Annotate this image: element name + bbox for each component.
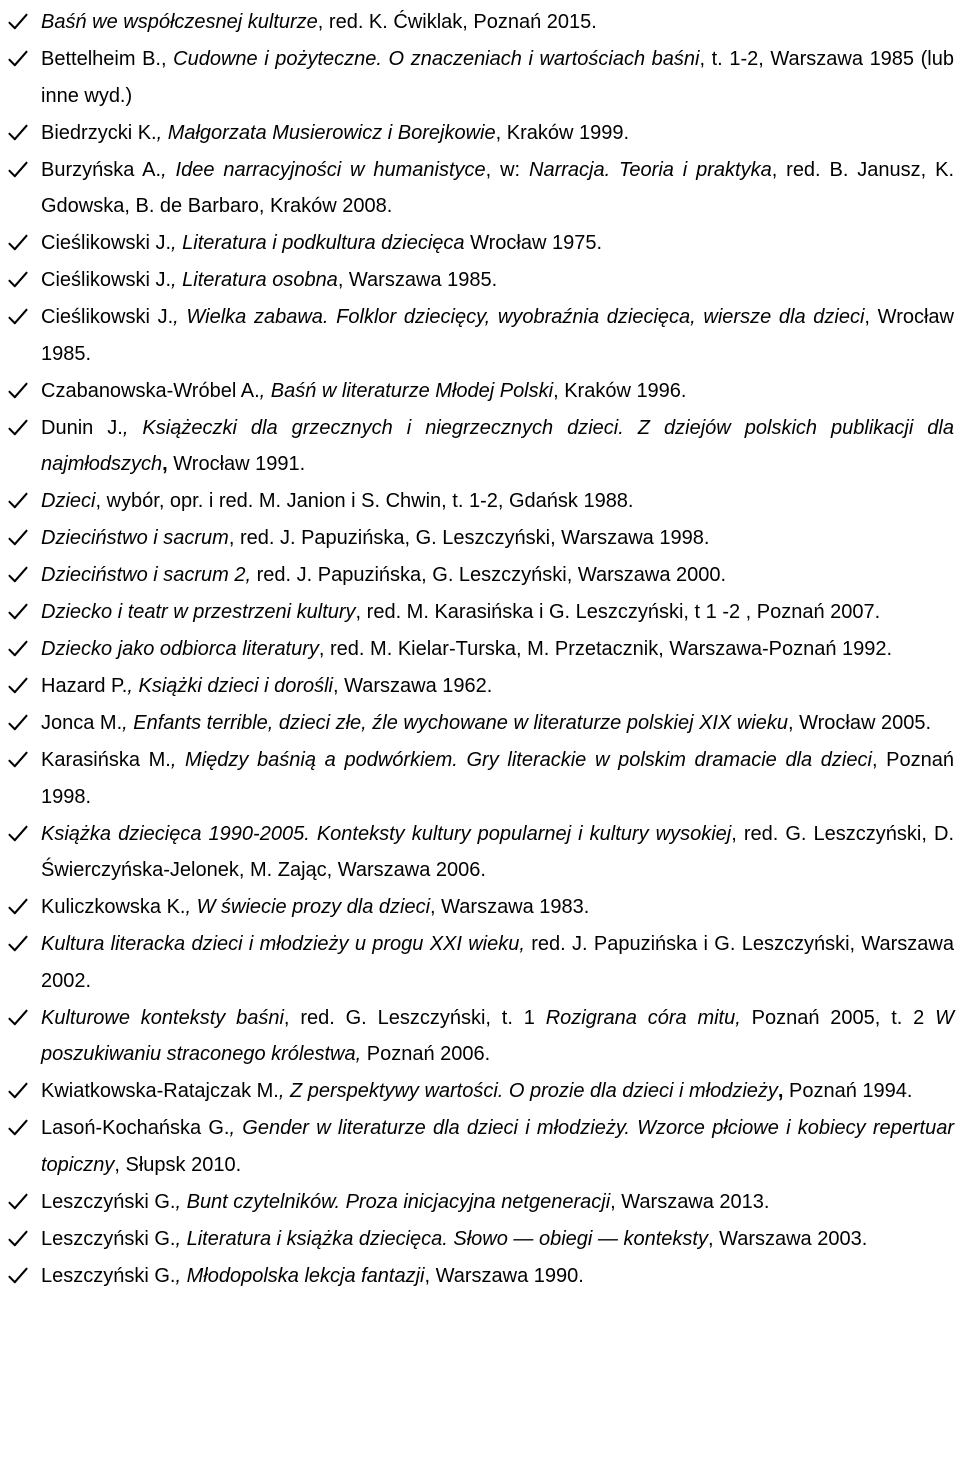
entry-text xyxy=(41,712,931,734)
entry-text xyxy=(41,11,597,33)
entry-text xyxy=(41,1007,954,1066)
bibliography-entry xyxy=(6,4,954,41)
entry-text-segment: , Słupsk 2010. xyxy=(114,1153,242,1176)
entry-text-segment: , Warszawa 2013. xyxy=(610,1190,770,1213)
bibliography-entry xyxy=(6,225,954,262)
entry-title-segment: Dziecko i teatr w przestrzeni kultury xyxy=(41,601,356,623)
entry-text-segment: Wrocław 1991. xyxy=(167,453,306,475)
entry-text xyxy=(41,232,602,254)
bibliography-entry xyxy=(6,705,954,742)
entry-text xyxy=(41,749,954,808)
entry-text-segment: red. J. Papuzińska, G. Leszczyński, Warszawa 2000. xyxy=(251,564,727,586)
entry-title-segment: , Książki dzieci i dorośli xyxy=(127,675,333,697)
entry-text-segment: , Warszawa 1985. xyxy=(337,269,498,291)
entry-text-segment: , red. B. Janusz, K. Gdowska, B. de Barbaro, Kraków 2008. xyxy=(41,158,955,217)
checkmark-icon xyxy=(6,483,30,520)
entry-text-segment: , xyxy=(777,1080,784,1102)
entry-text-segment: Bettelheim B., xyxy=(41,48,174,70)
bibliography-entry xyxy=(6,594,954,631)
entry-text xyxy=(41,896,589,918)
entry-text-segment: Kuliczkowska K. xyxy=(41,896,186,918)
entry-text xyxy=(41,1080,912,1102)
entry-text xyxy=(41,48,954,107)
checkmark-icon xyxy=(6,520,30,557)
checkmark-icon xyxy=(6,410,30,447)
checkmark-icon xyxy=(6,373,30,410)
entry-text-segment: , red. G. Leszczyński, t. 1 xyxy=(283,1006,546,1029)
entry-title-segment: Narracja. Teoria i praktyka xyxy=(529,158,772,181)
entry-text-segment: , t. 1-2, Warszawa 1985 (lub inne wyd.) xyxy=(41,48,954,107)
checkmark-icon xyxy=(6,1258,30,1295)
entry-text xyxy=(41,601,880,623)
entry-title-segment: , Młodopolska lekcja fantazji xyxy=(175,1264,425,1287)
entry-text-segment: Wrocław 1975. xyxy=(464,232,603,254)
entry-text xyxy=(41,1117,954,1176)
checkmark-icon xyxy=(6,631,30,668)
entry-text-segment: Lasoń-Kochańska G. xyxy=(41,1117,230,1139)
bibliography-entry xyxy=(6,557,954,594)
entry-title-segment: , Literatura i książka dziecięca. Słowo — obiegi — konteksty xyxy=(175,1227,708,1250)
entry-text-segment: , w: xyxy=(485,158,529,181)
bibliography-entry xyxy=(6,926,954,999)
bibliography-entry xyxy=(6,1000,954,1073)
entry-text-segment: , Kraków 1999. xyxy=(495,121,630,144)
entry-text-segment: , red. K. Ćwiklak, Poznań 2015. xyxy=(317,11,597,33)
bibliography-entry xyxy=(6,115,954,152)
checkmark-icon xyxy=(6,1221,30,1258)
entry-text xyxy=(41,1228,867,1250)
entry-text-segment: , red. M. Karasińska i G. Leszczyński, t 1 -2 , Poznań 2007. xyxy=(355,601,881,623)
entry-text-segment: Cieślikowski J. xyxy=(41,232,172,254)
checkmark-icon xyxy=(6,742,30,779)
entry-text-segment: Biedrzycki K. xyxy=(41,121,157,144)
entry-title-segment: , Gender w literaturze dla dzieci i młodzieży. Wzorce płciowe i kobiecy repertuar topiczny xyxy=(41,1117,954,1176)
entry-text xyxy=(41,122,629,144)
entry-text xyxy=(41,638,892,660)
entry-text-segment: Leszczyński G. xyxy=(41,1264,176,1287)
entry-text xyxy=(41,417,954,476)
bibliography-entry xyxy=(6,299,954,372)
entry-title-segment: , Między baśnią a podwórkiem. Gry literackie w polskim dramacie dla dzieci xyxy=(170,749,872,771)
entry-text-segment: , Poznań 1998. xyxy=(41,749,954,808)
entry-text-segment: Karasińska M. xyxy=(41,749,171,771)
bibliography-entry xyxy=(6,41,954,114)
entry-title-segment: Książka dziecięca 1990-2005. Konteksty kultury popularnej i kultury wysokiej xyxy=(41,822,732,845)
entry-title-segment: Baśń we współczesnej kulturze xyxy=(41,11,318,33)
entry-title-segment: , Książeczki dla grzecznych i niegrzecznych dzieci. Z dziejów polskich publikacji dla najmłodszych xyxy=(41,416,954,475)
entry-text-segment: Burzyńska A. xyxy=(41,158,162,181)
entry-text xyxy=(41,1191,769,1213)
entry-text-segment: Cieślikowski J. xyxy=(41,306,174,328)
entry-text-segment: , xyxy=(162,453,168,475)
entry-text-segment: , red. G. Leszczyński, D. Świerczyńska-Jelonek, M. Zając, Warszawa 2006. xyxy=(41,822,954,881)
entry-title-segment: Kulturowe konteksty baśni xyxy=(41,1006,284,1029)
entry-text xyxy=(41,675,492,697)
entry-text-segment: Leszczyński G. xyxy=(41,1227,176,1250)
entry-title-segment: W poszukiwaniu straconego królestwa, xyxy=(41,1006,955,1065)
entry-text xyxy=(41,306,954,365)
bibliography-entry xyxy=(6,262,954,299)
bibliography-entry xyxy=(6,410,954,483)
entry-text xyxy=(41,159,954,218)
entry-text-segment: , wybór, opr. i red. M. Janion i S. Chwin, t. 1-2, Gdańsk 1988. xyxy=(95,490,634,512)
checkmark-icon xyxy=(6,225,30,262)
entry-text xyxy=(41,823,954,882)
entry-text-segment: , Warszawa 1983. xyxy=(430,896,590,918)
checkmark-icon xyxy=(6,668,30,705)
entry-text-segment: , red. J. Papuzińska, G. Leszczyński, Warszawa 1998. xyxy=(228,527,710,549)
checkmark-icon xyxy=(6,262,30,299)
entry-title-segment: , Wielka zabawa. Folklor dziecięcy, wyobraźnia dziecięca, wiersze dla dzieci xyxy=(173,306,865,328)
entry-text xyxy=(41,564,726,586)
entry-text-segment: red. J. Papuzińska i G. Leszczyński, Warszawa 2002. xyxy=(41,933,954,992)
checkmark-icon xyxy=(6,4,30,41)
entry-text-segment: , Wrocław 1985. xyxy=(41,306,954,365)
entry-title-segment: , Idee narracyjności w humanistyce xyxy=(161,158,486,181)
checkmark-icon xyxy=(6,816,30,853)
entry-title-segment: Cudowne i pożyteczne. O znaczeniach i wartościach baśni xyxy=(173,48,700,70)
bibliography-entry xyxy=(6,152,954,225)
entry-title-segment: , W świecie prozy dla dzieci xyxy=(185,896,431,918)
entry-text-segment: Poznań 2005, t. 2 xyxy=(740,1006,936,1029)
entry-text xyxy=(41,490,634,512)
bibliography-entry xyxy=(6,1073,954,1110)
bibliography-entry xyxy=(6,1258,954,1295)
entry-title-segment: Dziecko jako odbiorca literatury xyxy=(41,638,319,660)
entry-text xyxy=(41,380,687,402)
bibliography-entry xyxy=(6,631,954,668)
entry-title-segment: Dzieciństwo i sacrum xyxy=(41,527,229,549)
entry-title-segment: Kultura literacka dzieci i młodzieży u progu XXI wieku, xyxy=(41,933,525,955)
entry-title-segment: , Literatura osobna xyxy=(171,269,338,291)
entry-title-segment: , Bunt czytelników. Proza inicjacyjna netgeneracji xyxy=(175,1190,611,1213)
checkmark-icon xyxy=(6,1073,30,1110)
bibliography-entry xyxy=(6,1184,954,1221)
entry-title-segment: Rozigrana córa mitu, xyxy=(545,1006,741,1029)
entry-text xyxy=(41,1265,584,1287)
checkmark-icon xyxy=(6,557,30,594)
entry-text xyxy=(41,269,497,291)
entry-title-segment: , Z perspektywy wartości. O prozie dla dzieci i młodzieży xyxy=(278,1080,778,1102)
entry-text-segment: Jonca M. xyxy=(41,712,123,734)
checkmark-icon xyxy=(6,1000,30,1037)
checkmark-icon xyxy=(6,1110,30,1147)
checkmark-icon xyxy=(6,152,30,189)
entry-text-segment: , Warszawa 1990. xyxy=(424,1264,584,1287)
checkmark-icon xyxy=(6,889,30,926)
entry-title-segment: , Małgorzata Musierowicz i Borejkowie xyxy=(156,121,496,144)
entry-text-segment: Poznań 2006. xyxy=(361,1043,491,1065)
checkmark-icon xyxy=(6,926,30,963)
entry-text-segment: , Kraków 1996. xyxy=(553,379,687,402)
checkmark-icon xyxy=(6,115,30,152)
entry-text-segment: Leszczyński G. xyxy=(41,1190,176,1213)
entry-text-segment: , Wrocław 2005. xyxy=(788,712,932,734)
entry-text-segment: , red. M. Kielar-Turska, M. Przetacznik, Warszawa-Poznań 1992. xyxy=(318,638,893,660)
entry-title-segment: , Enfants terrible, dzieci złe, źle wychowane w literaturze polskiej XIX wieku xyxy=(122,712,788,734)
entry-text-segment: Dunin J. xyxy=(41,416,123,439)
bibliography-entry xyxy=(6,520,954,557)
checkmark-icon xyxy=(6,1184,30,1221)
bibliography-entry xyxy=(6,889,954,926)
entry-text-segment: , Warszawa 1962. xyxy=(332,675,493,697)
entry-text-segment: Kwiatkowska-Ratajczak M. xyxy=(41,1080,279,1102)
checkmark-icon xyxy=(6,594,30,631)
entry-text-segment: Poznań 1994. xyxy=(783,1080,913,1102)
bibliography-entry xyxy=(6,373,954,410)
entry-text-segment: Cieślikowski J. xyxy=(41,269,172,291)
bibliography-entry xyxy=(6,1221,954,1258)
bibliography-entry xyxy=(6,1110,954,1183)
entry-text-segment: , Warszawa 2003. xyxy=(707,1227,868,1250)
entry-title-segment: , Baśń w literaturze Młodej Polski xyxy=(259,379,554,402)
checkmark-icon xyxy=(6,705,30,742)
checkmark-icon xyxy=(6,41,30,78)
entry-title-segment: Dzieci xyxy=(41,490,96,512)
checkmark-icon xyxy=(6,299,30,336)
entry-text xyxy=(41,527,709,549)
bibliography-entry xyxy=(6,668,954,705)
bibliography-entry xyxy=(6,483,954,520)
entry-title-segment: Dzieciństwo i sacrum 2, xyxy=(41,564,252,586)
bibliography-entry xyxy=(6,742,954,815)
bibliography-entry xyxy=(6,816,954,889)
entry-text-segment: Czabanowska-Wróbel A. xyxy=(41,379,260,402)
entry-text xyxy=(41,933,954,992)
entry-title-segment: , Literatura i podkultura dziecięca xyxy=(171,232,465,254)
entry-text-segment: Hazard P. xyxy=(41,675,128,697)
